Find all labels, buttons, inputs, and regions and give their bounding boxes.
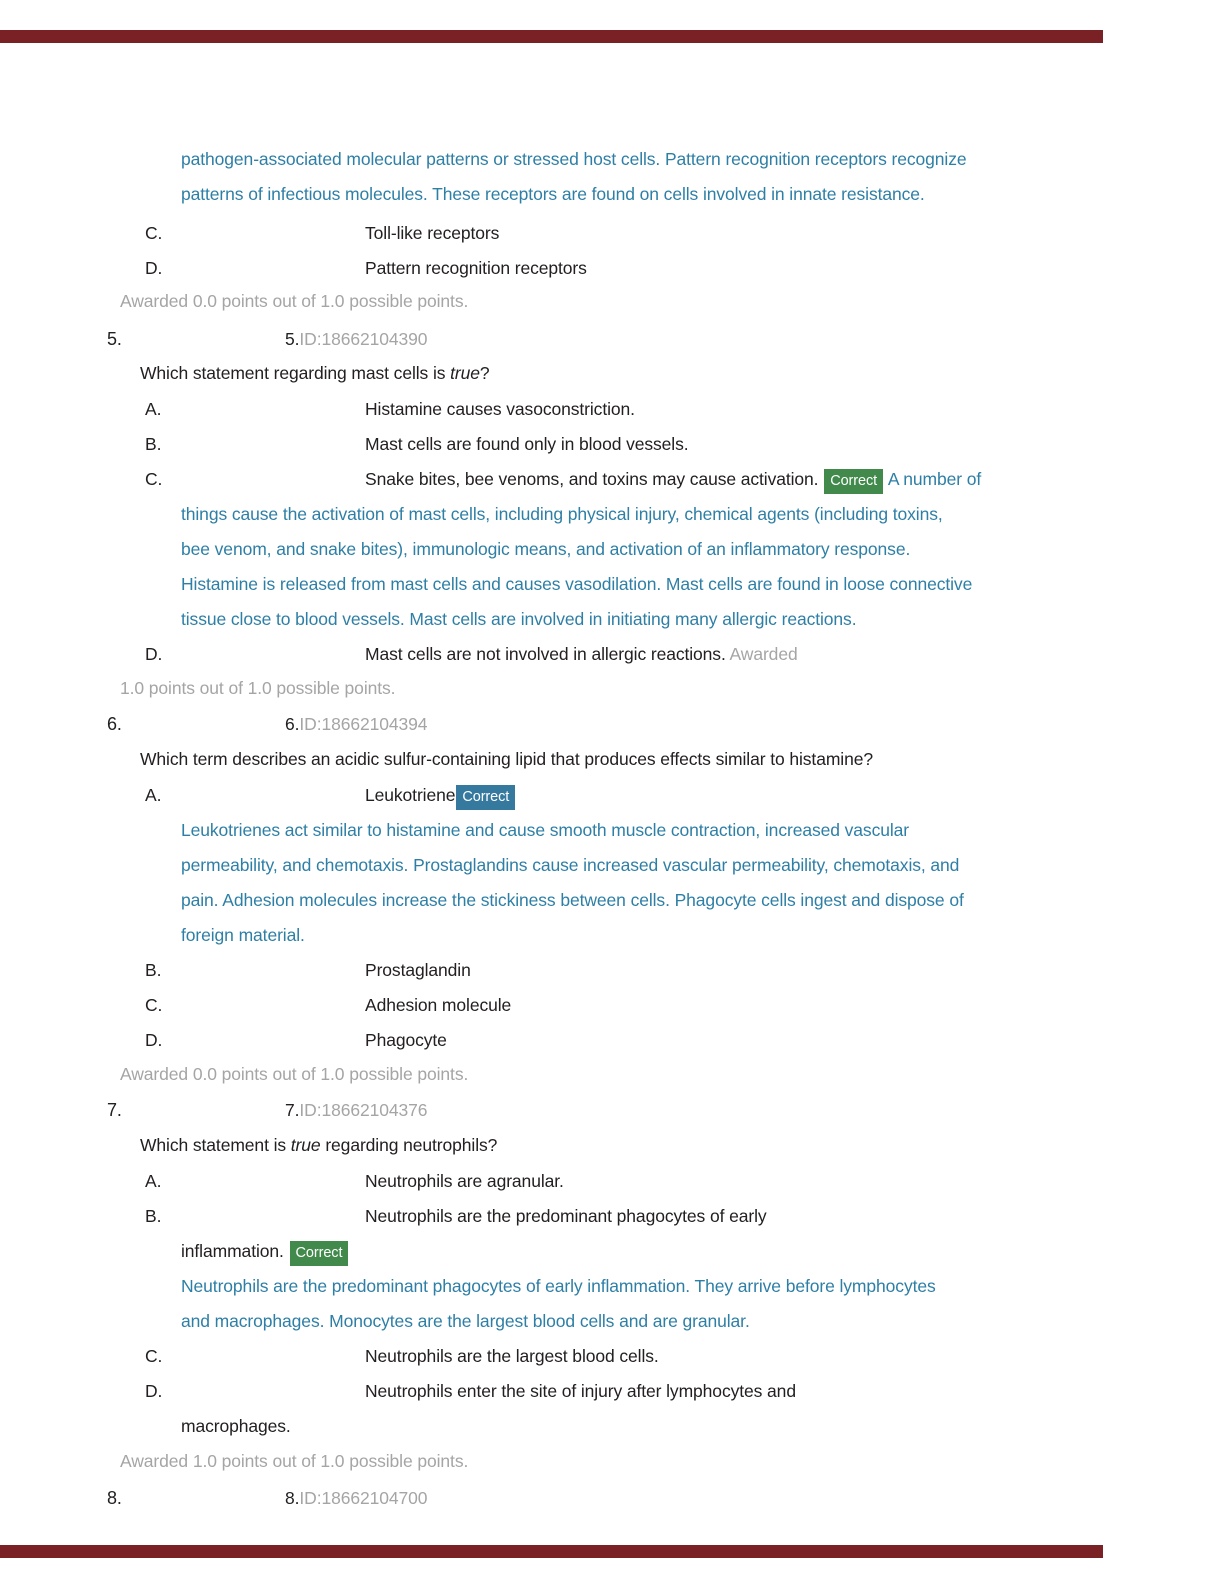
q5-option-a-letter: A. (145, 399, 162, 419)
q6-option-c-letter: C. (145, 995, 163, 1015)
q5-explanation-line: things cause the activation of mast cells, including physical injury, chemical agents (including toxins, (181, 504, 943, 524)
q7-option-c-text: Neutrophils are the largest blood cells. (365, 1346, 659, 1366)
q7-question: Which statement is true regarding neutrophils? (140, 1135, 498, 1155)
q8-id-number: 8. (285, 1488, 300, 1508)
q5-id-number: 5. (285, 329, 300, 349)
q8-number: 8. (107, 1488, 122, 1508)
q5-option-d-text: Mast cells are not involved in allergic reactions. Awarded (365, 644, 798, 664)
q6-question: Which term describes an acidic sulfur-containing lipid that produces effects similar to histamine? (140, 749, 873, 769)
q5-option-b-letter: B. (145, 434, 162, 454)
q7-option-c-letter: C. (145, 1346, 163, 1366)
q5-question: Which statement regarding mast cells is true? (140, 363, 490, 383)
q4-option-c-text: Toll-like receptors (365, 223, 500, 243)
q4-option-d-letter: D. (145, 258, 163, 278)
q7-id-value: ID:18662104376 (299, 1100, 428, 1120)
q8-id (285, 1485, 427, 1511)
q7-option-d-text: Neutrophils enter the site of injury after lymphocytes and (365, 1381, 796, 1401)
q7-id (285, 1097, 427, 1123)
q7-option-d-letter: D. (145, 1381, 163, 1401)
q6-option-b-text: Prostaglandin (365, 960, 471, 980)
q7-option-b-letter: B. (145, 1206, 162, 1226)
q5-option-c-letter: C. (145, 469, 163, 489)
correct-badge: Correct (290, 1241, 349, 1266)
q7-option-b-continuation: inflammation. Correct (181, 1238, 349, 1266)
q6-number: 6. (107, 714, 122, 734)
q6-explanation-line: pain. Adhesion molecules increase the stickiness between cells. Phagocyte cells ingest and dispose of (181, 890, 964, 910)
q6-explanation-line: Leukotrienes act similar to histamine and cause smooth muscle contraction, increased vascular (181, 820, 909, 840)
top-banner-bar (0, 30, 1103, 43)
q4-explanation-line: patterns of infectious molecules. These receptors are found on cells involved in innate resistance. (181, 184, 925, 204)
q6-option-b-letter: B. (145, 960, 162, 980)
q5-number: 5. (107, 329, 122, 349)
q5-id-value: ID:18662104390 (299, 329, 428, 349)
q7-id-number: 7. (285, 1100, 300, 1120)
q5-option-c-text: Snake bites, bee venoms, and toxins may cause activation. Correct A number of (365, 466, 981, 494)
q6-option-d-text: Phagocyte (365, 1030, 447, 1050)
q5-awarded-word: Awarded (729, 644, 798, 664)
q7-option-b-text: Neutrophils are the predominant phagocytes of early (365, 1206, 767, 1226)
q7-awarded-points: Awarded 1.0 points out of 1.0 possible points. (120, 1451, 469, 1471)
correct-badge: Correct (456, 785, 515, 810)
q6-option-a-text: Leukotriene Correct (365, 782, 516, 810)
bottom-banner-bar (0, 1545, 1103, 1558)
q5-option-a-text: Histamine causes vasoconstriction. (365, 399, 635, 419)
q6-id-value: ID:18662104394 (299, 714, 428, 734)
q7-option-a-letter: A. (145, 1171, 162, 1191)
q5-explanation-line: bee venom, and snake bites), immunologic means, and activation of an inflammatory response. (181, 539, 911, 559)
q4-option-c-letter: C. (145, 223, 163, 243)
q4-awarded-points: Awarded 0.0 points out of 1.0 possible points. (120, 291, 469, 311)
q5-explanation-line: tissue close to blood vessels. Mast cells are involved in initiating many allergic reactions. (181, 609, 857, 629)
q5-id (285, 326, 427, 352)
q6-option-d-letter: D. (145, 1030, 163, 1050)
q6-explanation-line: permeability, and chemotaxis. Prostaglandins cause increased vascular permeability, chemotaxis, and (181, 855, 960, 875)
q5-option-c-explanation-start: A number of (884, 469, 982, 489)
q5-option-d-letter: D. (145, 644, 163, 664)
q4-option-d-text: Pattern recognition receptors (365, 258, 587, 278)
q6-option-a-letter: A. (145, 785, 162, 805)
q6-awarded-points: Awarded 0.0 points out of 1.0 possible points. (120, 1064, 469, 1084)
q7-option-d-continuation: macrophages. (181, 1416, 291, 1436)
q7-explanation-line: and macrophages. Monocytes are the largest blood cells and are granular. (181, 1311, 750, 1331)
q5-awarded-points: 1.0 points out of 1.0 possible points. (120, 678, 396, 698)
q5-option-b-text: Mast cells are found only in blood vessels. (365, 434, 689, 454)
q7-option-a-text: Neutrophils are agranular. (365, 1171, 564, 1191)
q6-option-c-text: Adhesion molecule (365, 995, 512, 1015)
correct-badge: Correct (824, 469, 883, 494)
q7-number: 7. (107, 1100, 122, 1120)
q7-explanation-line: Neutrophils are the predominant phagocytes of early inflammation. They arrive before lymphocytes (181, 1276, 936, 1296)
q6-id (285, 711, 427, 737)
q8-id-value: ID:18662104700 (299, 1488, 428, 1508)
q4-explanation-line: pathogen-associated molecular patterns or stressed host cells. Pattern recognition receptors recognize (181, 149, 967, 169)
q6-explanation-line: foreign material. (181, 925, 305, 945)
q6-id-number: 6. (285, 714, 300, 734)
q5-explanation-line: Histamine is released from mast cells and causes vasodilation. Mast cells are found in loose connective (181, 574, 973, 594)
